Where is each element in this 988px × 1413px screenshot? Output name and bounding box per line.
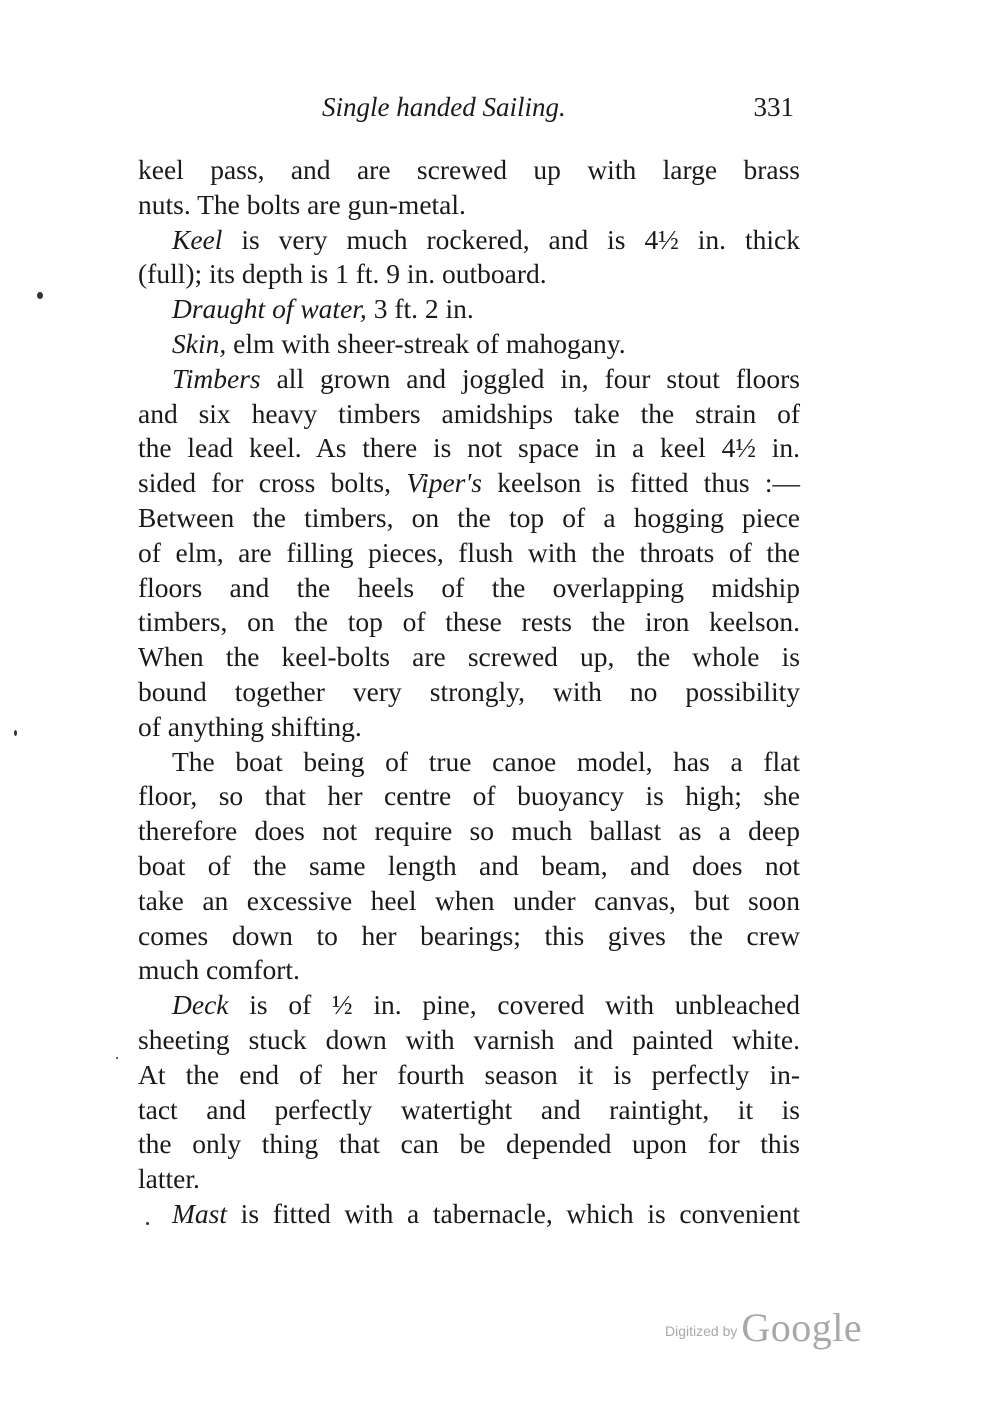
line-text: elm with sheer-streak of mahogany. [226,327,626,359]
text-line [138,1162,800,1197]
line-text: is fitted with a tabernacle, which is convenient [227,1197,800,1229]
line-text: nuts. The bolts are gun-metal. [138,188,466,220]
google-logo-text: Google [741,1305,863,1350]
text-line [138,188,800,223]
body-text [138,153,800,1232]
line-text: timbers, on the top of these rests the iron keelson. [138,606,800,638]
text-line [138,223,800,258]
text-line [138,745,800,780]
text-line [138,362,800,397]
margin-mark [14,730,17,736]
text-line [138,153,800,188]
line-text: When the keel-bolts are screwed up, the whole is [138,641,800,673]
text-line [138,1197,800,1232]
text-line [138,675,800,710]
text-line [138,1023,800,1058]
line-text: floors and the heels of the overlapping midship [138,571,800,603]
text-line [138,710,800,745]
margin-mark [116,1057,118,1059]
text-line [138,327,800,362]
line-text: keel pass, and are screwed up with large brass [138,154,800,185]
line-text: sheeting stuck down with varnish and painted white. [138,1023,800,1055]
text-line [138,953,800,988]
text-line [138,536,800,571]
text-line [138,919,800,954]
margin-mark [37,292,43,299]
line-text: floor, so that her centre of buoyancy is high; she [138,780,800,812]
text-line [138,431,800,466]
line-text: is very much rockered, and is 4½ in. thick [222,223,800,255]
line-text: boat of the same length and beam, and does not [138,849,800,881]
margin-mark [146,1222,149,1225]
page-number: 331 [753,92,794,122]
line-text: much comfort. [138,954,300,986]
line-text: At the end of her fourth season it is perfectly in- [138,1058,800,1090]
line-text: take an excessive heel when under canvas, but soon [138,884,800,916]
line-text: (full); its depth is 1 ft. 9 in. outboard. [138,258,547,290]
italic-term: Deck [172,989,229,1021]
line-text: all grown and joggled in, four stout floors [260,362,800,394]
text-line [138,814,800,849]
text-line [138,501,800,536]
text-line [138,571,800,606]
line-text: bound together very strongly, with no possibility [138,675,800,707]
line-text: the only thing that can be depended upon for this [138,1128,800,1160]
digitized-by-google-watermark [665,1304,862,1348]
text-line [138,884,800,919]
line-text: 3 ft. 2 in. [366,293,474,325]
line-text: latter. [138,1163,200,1195]
digitized-label: Digitized by [665,1323,738,1339]
text-line [138,257,800,292]
line-text: keelson is fitted thus :— [481,467,800,499]
line-text: tact and perfectly watertight and raintight, it is [138,1093,800,1125]
italic-term: Draught of water, [172,293,367,325]
text-line [138,1058,800,1093]
line-text: sided for cross bolts, [138,467,407,499]
line-text: The boat being of true canoe model, has a flat [172,745,800,777]
line-text: of elm, are filling pieces, flush with the throats of the [138,536,800,568]
line-text: therefore does not require so much ballast as a deep [138,815,800,847]
text-line [138,640,800,675]
text-line [138,605,800,640]
line-text: the lead keel. As there is not space in a keel 4½ in. [138,432,800,464]
italic-term: Mast [172,1197,227,1229]
running-head [138,92,800,132]
line-text: and six heavy timbers amidships take the strain of [138,397,800,429]
line-text: comes down to her bearings; this gives the crew [138,919,800,951]
text-line [138,397,800,432]
italic-term: Timbers [172,362,261,394]
text-line [138,466,800,501]
italic-term: Keel [172,223,223,255]
text-line [138,292,800,327]
italic-term: Skin, [172,327,227,359]
text-line [138,849,800,884]
italic-term: Viper's [406,467,482,499]
line-text: is of ½ in. pine, covered with unbleached [228,989,800,1021]
text-line [138,988,800,1023]
text-line [138,779,800,814]
text-line [138,1127,800,1162]
running-title: Single handed Sailing. [322,92,566,122]
line-text: of anything shifting. [138,710,362,742]
line-text: Between the timbers, on the top of a hogging piece [138,501,800,533]
text-line [138,1093,800,1128]
